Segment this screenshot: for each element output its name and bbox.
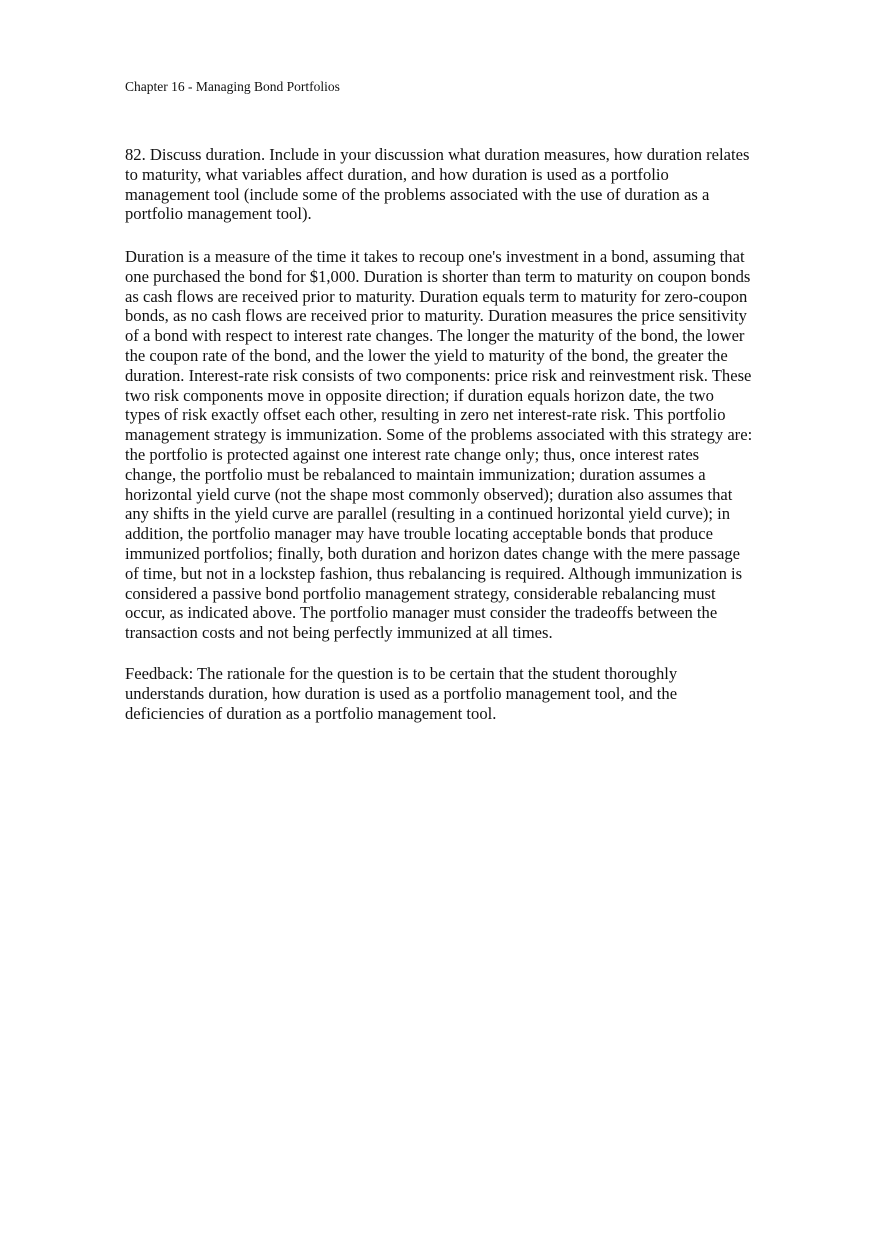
answer-line: the coupon rate of the bond, and the lower the yield to maturity of the bond, the greater the	[125, 345, 728, 365]
answer-line: Duration is a measure of the time it takes to recoup one's investment in a bond, assuming that	[125, 247, 745, 266]
answer-line: one purchased the bond for $1,000. Duration is shorter than term to maturity on coupon bonds	[125, 266, 751, 286]
answer-line: of time, but not in a lockstep fashion, thus rebalancing is required. Although immunization is	[125, 563, 743, 583]
feedback-paragraph	[125, 664, 785, 723]
answer-line: addition, the portfolio manager may have trouble locating acceptable bonds that produce	[125, 524, 713, 544]
feedback-line: Feedback: The rationale for the question is to be certain that the student thoroughly	[125, 664, 678, 683]
answer-line: types of risk exactly offset each other, resulting in zero net interest-rate risk. This portfolio	[125, 405, 726, 425]
answer-line: as cash flows are received prior to maturity. Duration equals term to maturity for zero-coupon	[125, 286, 748, 306]
feedback-line: understands duration, how duration is used as a portfolio management tool, and the	[125, 683, 678, 703]
question-paragraph	[125, 145, 785, 224]
answer-line: of a bond with respect to interest rate changes. The longer the maturity of the bond, the lower	[125, 326, 745, 346]
feedback-line: deficiencies of duration as a portfolio management tool.	[125, 703, 497, 723]
answer-line: horizontal yield curve (not the shape most commonly observed); duration also assumes that	[125, 484, 733, 504]
answer-line: immunized portfolios; finally, both duration and horizon dates change with the mere passage	[125, 543, 741, 563]
answer-line: considered a passive bond portfolio management strategy, considerable rebalancing must	[125, 583, 716, 603]
chapter-header: Chapter 16 - Managing Bond Portfolios	[125, 79, 340, 94]
answer-line: duration. Interest-rate risk consists of two components: price risk and reinvestment risk. These	[125, 365, 752, 385]
answer-line: management strategy is immunization. Some of the problems associated with this strategy are:	[125, 425, 753, 445]
answer-line: any shifts in the yield curve are parallel (resulting in a continued horizontal yield curve); in	[125, 504, 731, 524]
answer-paragraph	[125, 247, 785, 643]
question-line: 82. Discuss duration. Include in your discussion what duration measures, how duration relates	[125, 145, 750, 164]
answer-line: occur, as indicated above. The portfolio manager must consider the tradeoffs between the	[125, 603, 718, 623]
answer-line: transaction costs and not being perfectly immunized at all times.	[125, 623, 553, 643]
answer-line: bonds, as no cash flows are received prior to maturity. Duration measures the price sensitivity	[125, 306, 747, 326]
answer-line: change, the portfolio must be rebalanced to maintain immunization; duration assumes a	[125, 464, 706, 484]
answer-line: the portfolio is protected against one interest rate change only; thus, once interest rates	[125, 444, 700, 464]
question-line: to maturity, what variables affect duration, and how duration is used as a portfolio	[125, 164, 669, 184]
question-line: portfolio management tool).	[125, 204, 312, 224]
question-line: management tool (include some of the problems associated with the use of duration as a	[125, 184, 710, 204]
answer-line: two risk components move in opposite direction; if duration equals horizon date, the two	[125, 385, 714, 405]
